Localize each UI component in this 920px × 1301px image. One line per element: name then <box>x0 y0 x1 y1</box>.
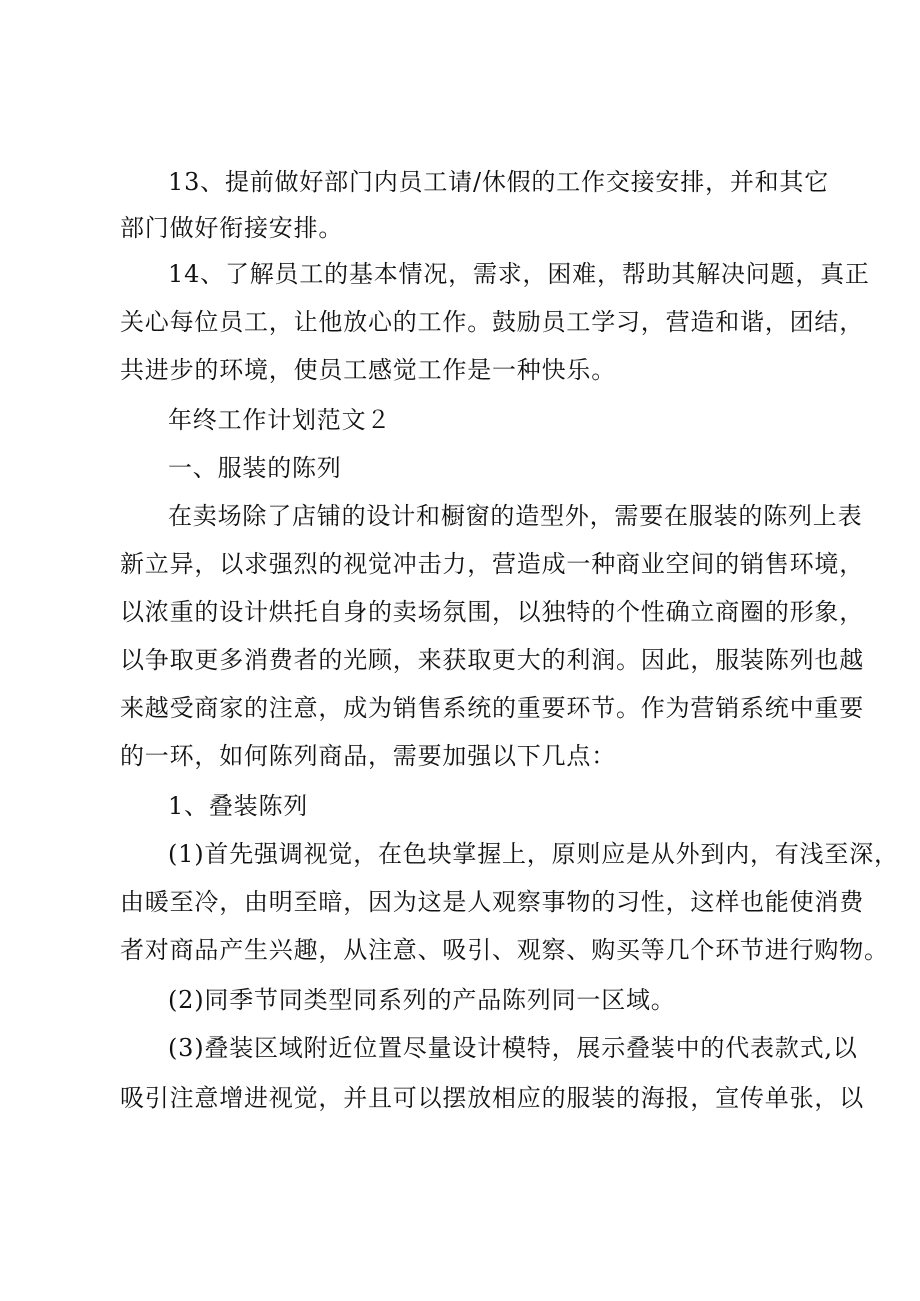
text-line: 的一环，如何陈列商品，需要加强以下几点： <box>120 742 616 770</box>
section-heading: 年终工作计划范文２ <box>168 406 392 434</box>
text-line: 共进步的环境，使员工感觉工作是一种快乐。 <box>120 356 616 384</box>
text-line: 以争取更多消费者的光顾，来获取更大的利润。因此，服装陈列也越 <box>120 646 864 674</box>
list-heading: 1、叠装陈列 <box>168 792 309 820</box>
text-line: 13、提前做好部门内员工请/休假的工作交接安排，并和其它 <box>168 168 830 196</box>
text-line: 14、了解员工的基本情况，需求，困难，帮助其解决问题，真正 <box>168 260 870 288</box>
text-line: 在卖场除了店铺的设计和橱窗的造型外，需要在服装的陈列上表 <box>168 502 863 530</box>
text-line: (1)首先强调视觉，在色块掌握上，原则应是从外到内，有浅至深， <box>168 840 899 868</box>
text-line: 新立异，以求强烈的视觉冲击力，营造成一种商业空间的销售环境， <box>120 550 864 578</box>
text-line: 来越受商家的注意，成为销售系统的重要环节。作为营销系统中重要 <box>120 694 864 722</box>
text-line: (3)叠装区域附近位置尽量设计模特，展示叠装中的代表款式,以 <box>168 1034 858 1062</box>
text-line: 以浓重的设计烘托自身的卖场氛围，以独特的个性确立商圈的形象， <box>120 598 864 626</box>
text-line: 部门做好衔接安排。 <box>120 214 344 242</box>
subsection-heading: 一、服装的陈列 <box>168 454 342 482</box>
text-line: 关心每位员工，让他放心的工作。鼓励员工学习，营造和谐，团结， <box>120 308 864 336</box>
text-line: 吸引注意增进视觉，并且可以摆放相应的服装的海报，宣传单张，以 <box>120 1084 864 1112</box>
text-line: (2)同季节同类型同系列的产品陈列同一区域。 <box>168 986 676 1014</box>
text-line: 由暖至冷，由明至暗，因为这是人观察事物的习性，这样也能使消费 <box>120 888 864 916</box>
text-line: 者对商品产生兴趣，从注意、吸引、观察、购买等几个环节进行购物。 <box>120 936 889 964</box>
